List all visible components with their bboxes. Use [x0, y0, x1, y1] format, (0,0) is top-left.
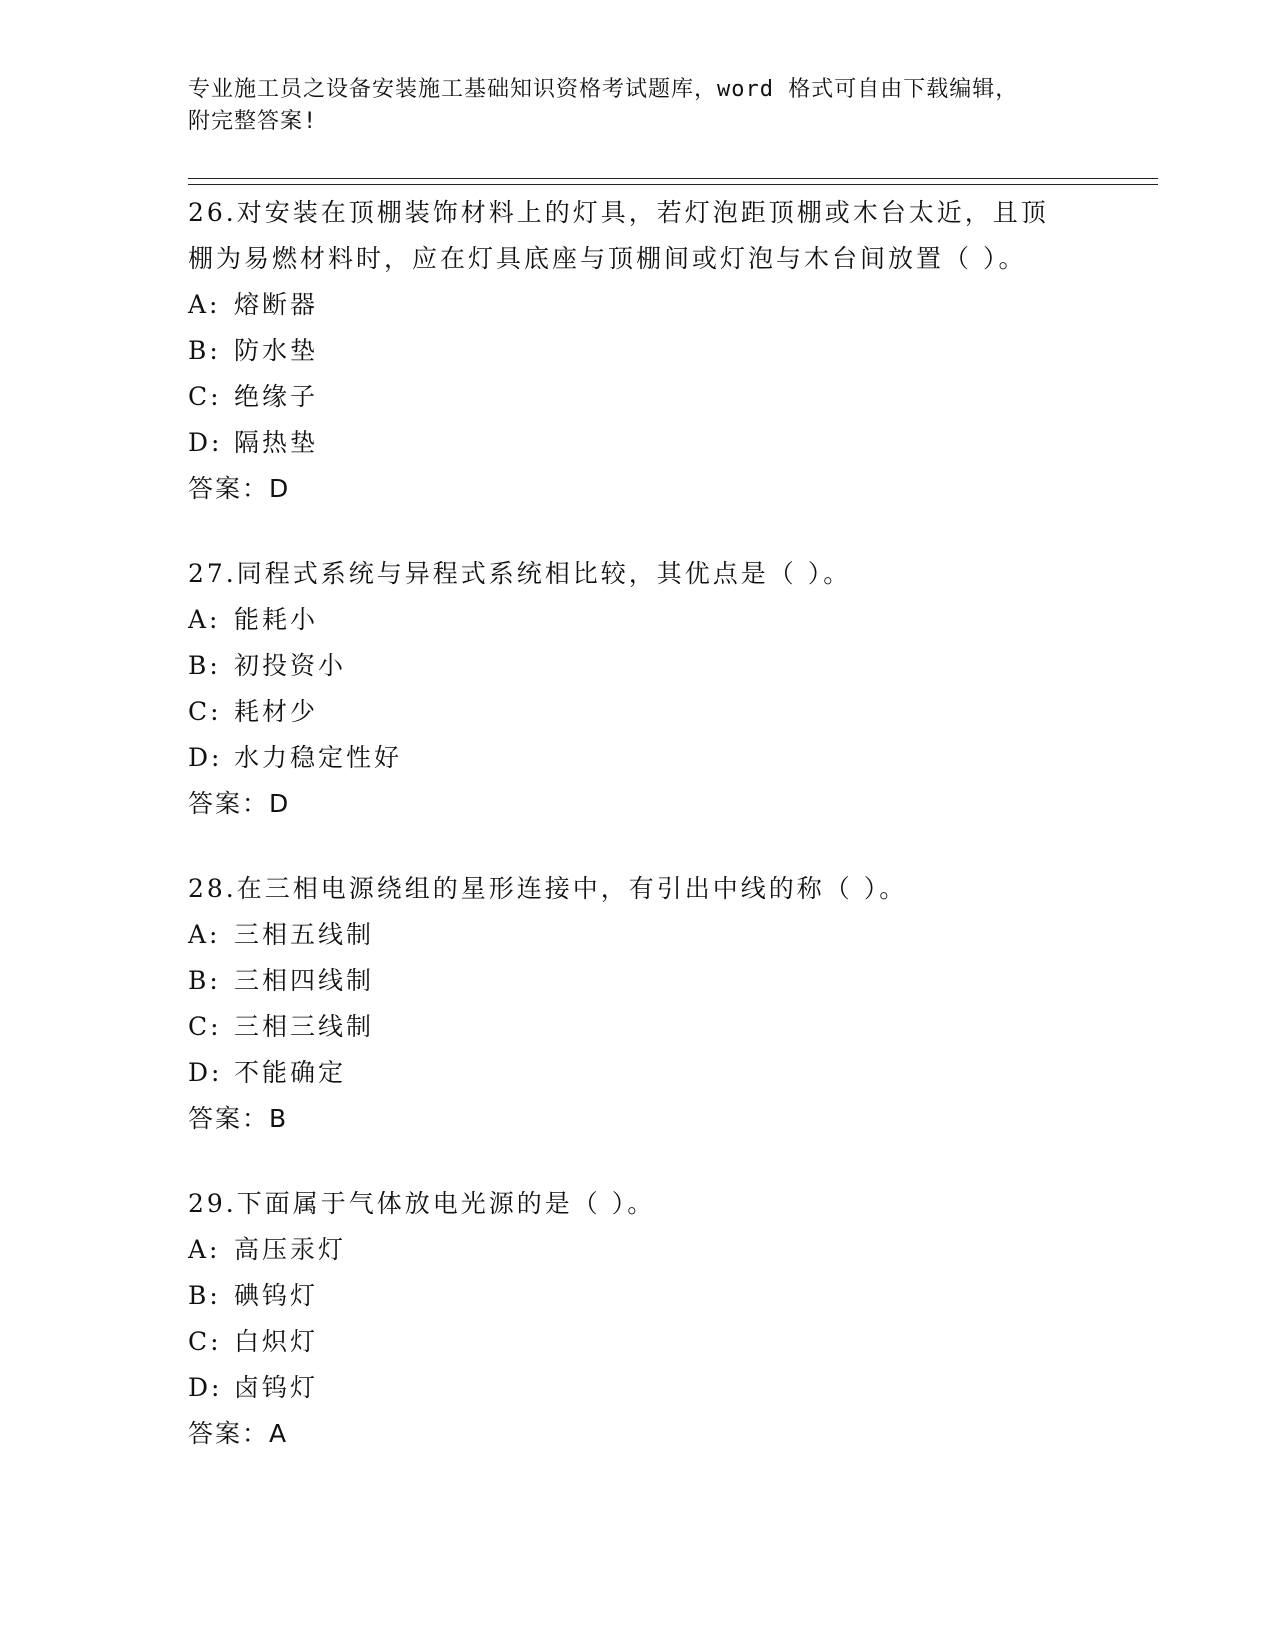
option-text: 三相五线制	[234, 920, 375, 949]
document-header	[188, 74, 1068, 138]
option-letter: A:	[188, 605, 221, 634]
option-letter: B:	[188, 966, 221, 995]
answer-line: 答案：D	[188, 789, 291, 818]
option-text: 三相三线制	[234, 1012, 375, 1041]
question-28	[188, 866, 1128, 1142]
option-a	[188, 597, 1128, 643]
header-divider-top	[188, 178, 1158, 179]
option-text: 碘钨灯	[234, 1281, 319, 1310]
option-letter: D:	[188, 428, 223, 457]
option-c	[188, 1319, 1128, 1365]
option-text: 白炽灯	[234, 1327, 319, 1356]
question-stem-line: 26.对安装在顶棚装饰材料上的灯具，若灯泡距顶棚或木台太近，且顶	[188, 198, 1049, 227]
option-letter: C:	[188, 382, 222, 411]
option-a	[188, 282, 1128, 328]
option-c	[188, 374, 1128, 420]
option-text: 能耗小	[234, 605, 319, 634]
question-stem-line: 29.下面属于气体放电光源的是（ ）。	[188, 1189, 656, 1218]
option-d	[188, 420, 1128, 466]
option-letter: B:	[188, 1281, 221, 1310]
option-letter: C:	[188, 1327, 222, 1356]
option-c	[188, 689, 1128, 735]
option-letter: C:	[188, 697, 222, 726]
option-text: 卤钨灯	[234, 1373, 319, 1402]
option-d	[188, 1050, 1128, 1096]
question-stem	[188, 1181, 1128, 1227]
question-stem-line: 27.同程式系统与异程式系统相比较，其优点是（ ）。	[188, 559, 852, 588]
question-stem	[188, 551, 1128, 597]
option-letter: D:	[188, 1373, 223, 1402]
option-d	[188, 1365, 1128, 1411]
option-b	[188, 643, 1128, 689]
question-stem-line: 棚为易燃材料时，应在灯具底座与顶棚间或灯泡与木台间放置（ ）。	[188, 244, 1027, 273]
option-text: 防水垫	[234, 336, 319, 365]
option-b	[188, 328, 1128, 374]
option-c	[188, 1004, 1128, 1050]
question-stem	[188, 190, 1128, 282]
option-letter: A:	[188, 1235, 221, 1264]
option-text: 三相四线制	[234, 966, 375, 995]
answer-line: 答案：A	[188, 1419, 289, 1448]
option-letter: A:	[188, 920, 221, 949]
question-29	[188, 1181, 1128, 1457]
header-line-1: 专业施工员之设备安装施工基础知识资格考试题库，word 格式可自由下载编辑，	[188, 77, 1019, 102]
option-text: 水力稳定性好	[234, 743, 403, 772]
option-letter: B:	[188, 651, 221, 680]
question-list	[188, 190, 1128, 1496]
option-text: 初投资小	[234, 651, 347, 680]
option-b	[188, 958, 1128, 1004]
option-letter: C:	[188, 1012, 222, 1041]
option-a	[188, 912, 1128, 958]
option-text: 绝缘子	[234, 382, 319, 411]
option-text: 隔热垫	[234, 428, 319, 457]
option-letter: D:	[188, 743, 223, 772]
option-b	[188, 1273, 1128, 1319]
option-letter: D:	[188, 1058, 223, 1087]
option-text: 高压汞灯	[234, 1235, 347, 1264]
option-d	[188, 735, 1128, 781]
question-26	[188, 190, 1128, 512]
option-text: 不能确定	[234, 1058, 347, 1087]
header-line-2: 附完整答案!	[188, 109, 318, 134]
answer-line: 答案：D	[188, 474, 291, 503]
option-letter: B:	[188, 336, 221, 365]
option-a	[188, 1227, 1128, 1273]
answer-line: 答案：B	[188, 1104, 289, 1133]
question-27	[188, 551, 1128, 827]
option-text: 耗材少	[234, 697, 319, 726]
option-text: 熔断器	[234, 290, 319, 319]
question-stem-line: 28.在三相电源绕组的星形连接中，有引出中线的称（ ）。	[188, 874, 908, 903]
option-letter: A:	[188, 290, 221, 319]
header-divider-bottom	[188, 184, 1158, 185]
question-stem	[188, 866, 1128, 912]
